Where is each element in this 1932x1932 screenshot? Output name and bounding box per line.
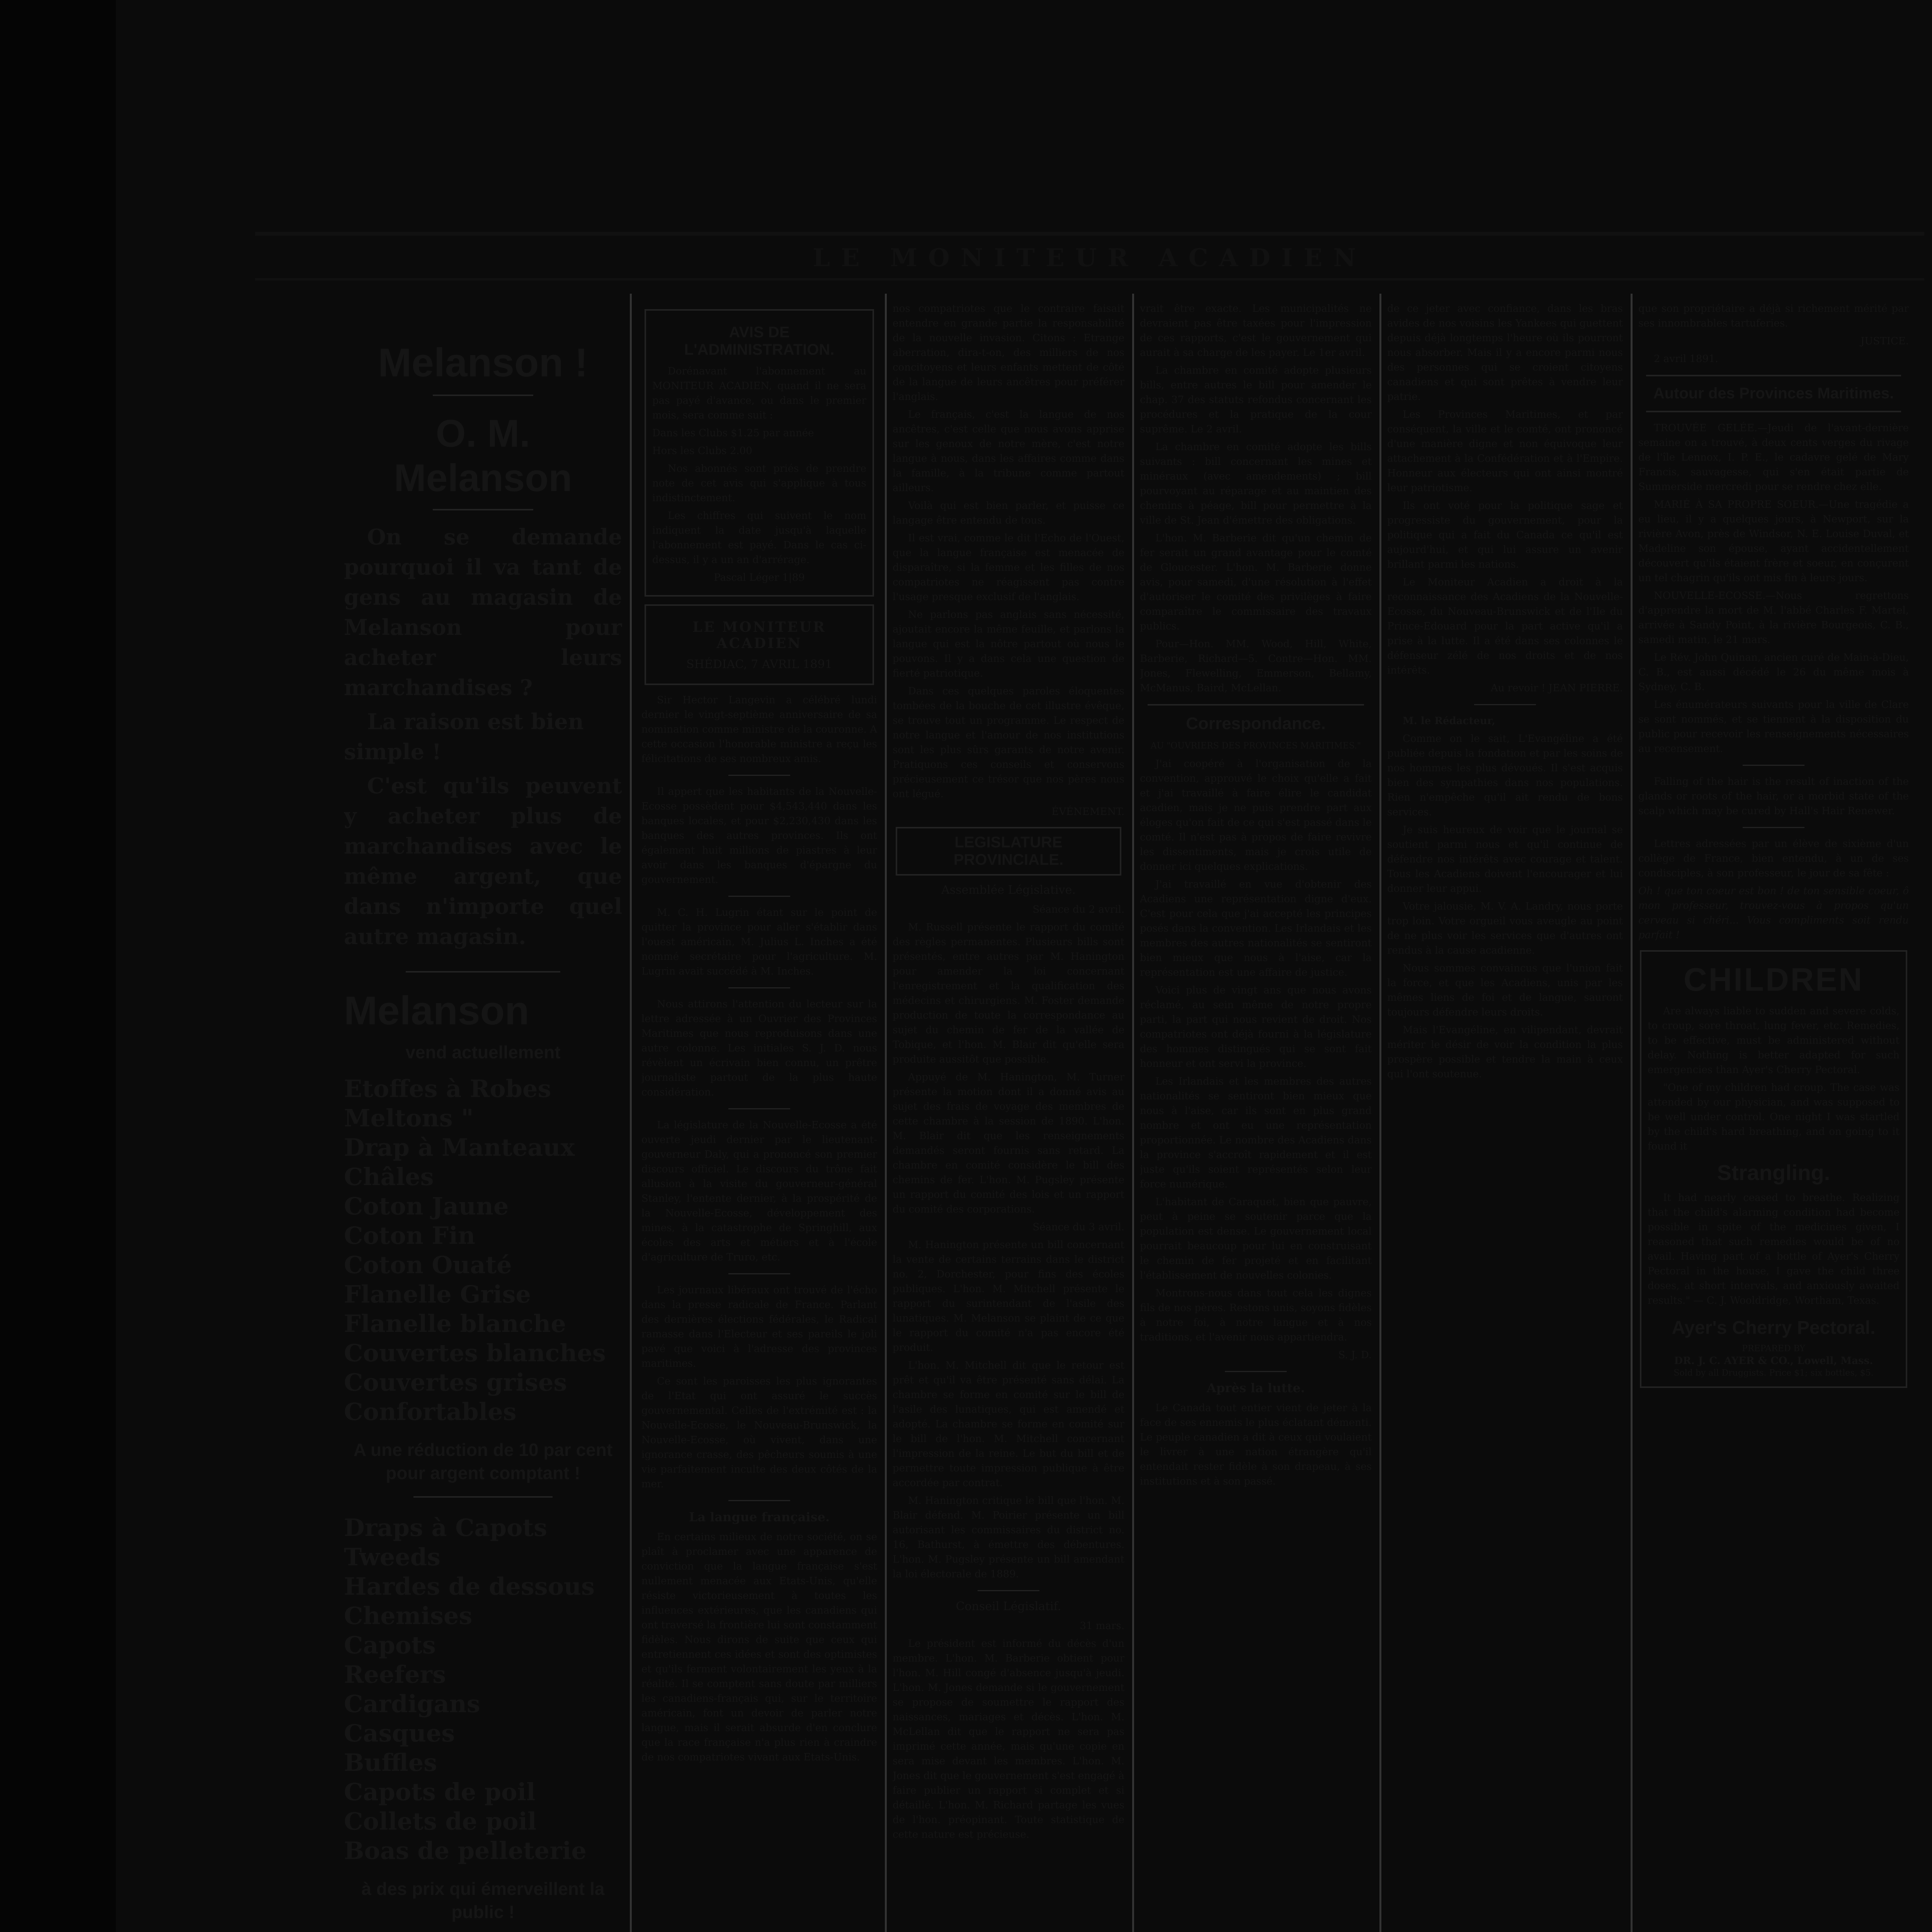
masthead: LE MONITEUR ACADIEN (813, 243, 1367, 272)
goods-item: Buffles (344, 1748, 437, 1777)
council-date: 31 mars. (1080, 1620, 1124, 1632)
article-text: que son propriétaire a déjà si richement mérité par ses innombrables tartuferies. (1638, 303, 1909, 329)
letters-intro: Lettres adressées par un élève de sixième d'un collège de France, bien entendu, à un de ses condisciples, à son professeur, le jour de sa fête : (1638, 838, 1909, 879)
correspondence-text: J'ai coopéré à l'organisation de la convention, approuvé le choix qu'elle a fait et j'ai travaillé à faire élire le candidat acadien, mais je ne puis prendre part aux éloges qu'on fait de ce qui s'est passé dans le comté. Il n'est pas à propos de faire revivre les dissentiments, mais je crois utile de donner ici quelques explications. (1140, 758, 1372, 872)
ad-maker: DR. J. C. AYER & CO., Lowell, Mass. (1674, 1355, 1873, 1367)
ad-strangling-heading: Strangling. (1717, 1160, 1830, 1185)
ayer-advertisement (1640, 950, 1907, 1388)
article-date: 2 avril 1891. (1654, 353, 1718, 365)
goods-item: Hardes de dessous (344, 1572, 595, 1600)
correspondence-addressee: AU "OUVRIERS DES PROVINCES MARITIMES." (1150, 741, 1361, 751)
administration-notice (645, 309, 874, 597)
ad-headline: Melanson ! (378, 340, 588, 385)
divider (1646, 375, 1901, 376)
divider (728, 1273, 790, 1274)
dateline: SHÉDIAC, 7 AVRIL 1891 (686, 658, 832, 671)
letter-text: Je suis heureux de voir que le journal se soutient parmi nous et qu'il continue de défendre nos intérêts avec courage et talent. Tous les Acadiens doivent l'encourager et lui donner leur appui. (1387, 824, 1623, 895)
divider (1148, 704, 1364, 706)
article-text: Le français, c'est la langue de nos ancêtres, c'est celle que nous avons apprise sur les genoux de notre mère, c'est notre langue à nous, dans les affaires comme dans la famille, à la tribune comme partout ailleurs. (893, 409, 1124, 494)
provinces-text: TROUVÉE GELÉE.—Jeudi de l'avant-dernière semaine on a trouvé, à deux cents verges du rivage de l'île Lennox, I. P. E., le cadavre gelé de Mary Francis, sauvagesse, qui s'en était partie de Summerside mercredi pour se rendre chez elle. (1638, 422, 1909, 493)
goods-item: Flanelle blanche (344, 1310, 566, 1338)
goods-item: Flanelle Grise (344, 1280, 531, 1308)
article-text: de ce jeter avec confiance, dans les bras avides de nos voisins les Yankees qui guettent depuis déjà longtemps l'heure où ils pourront nous absorber. Mais il y a encore parmi nous des personnes qui se croient citoyens canadiens et qui sont prêtes à vendre leur patrie. (1387, 303, 1623, 403)
provinces-heading: Autour des Provinces Maritimes. (1653, 385, 1894, 402)
article-text: Il est vrai, comme le dit l'Echo de l'Ouest, que la langue française est menacée de disparaître, si la femme et les filles de nos compatriotes ne réagissent pas contre l'usage presque exclusif de l'anglais. (893, 532, 1124, 603)
session-text: Appuyé de M. Hanington, M. Turner présente la motion dont il a donné avis au sujet des frais de voyage des membres de cette chambre à la session de 1890. L'hon. M. Blair dit que les renseignements demandés seront fournis sans retard. La chambre en comité considère le bill des chemins de fer. L'hon. M. Pugsley présente un rapport du comité des lois et un rapport du comité des corporations. (893, 1071, 1124, 1215)
ad-big-name: Melanson (344, 988, 529, 1033)
article-text: Ils ont voté pour la politique sage et progressiste du gouvernement, pour la politique qui a fait du Canada ce qu'il est aujourd'hui, et qui lui assure un avenir brillant parmi les nations. (1387, 500, 1623, 570)
ad-product-name: Ayer's Cherry Pectoral. (1672, 1318, 1876, 1338)
session-text: M. Russell présente le rapport du comité des règles permanentes. Plusieurs bills sont présentés, entre autres par M. Hanington pour amender la loi concernant l'enregistrement et la qualification des médecins et chirurgiens. M. Foster demande production de toute la correspondance au sujet du chemin de fer de la vallée de Tobique, et l'hon. M. Blair dit qu'elle sera produite aussitôt que possible. (893, 922, 1124, 1065)
divider (728, 896, 790, 897)
admin-rate-clubs: Dans les Clubs $1.25 par année (652, 427, 814, 439)
ad-children-title: CHILDREN (1684, 961, 1864, 998)
news-paragraph: Ce sont les paroisses les plus ignorantes de l'Etat qui ont assuré le succès gouvernemental. Celles de l'extrémité est : la Nouvelle-Ecosse, le Nouveau-Brunswick, la Nouvelle-Ecosse, où vivent, dans une ignorance crasse, des pêcheurs soumis à une vie parfaitement inculte des deux côtés de la mer. (641, 1376, 877, 1490)
article-text: Le Canada tout entier vient de jeter à la face de ses ennemis le plus éclatant démenti. Le peuple canadien a dit à ceux qui voulaient le livrer à une nation étrangère qu'il entendait rester fidèle à son drapeau, à ses institutions et à son passé. (1140, 1402, 1372, 1487)
goods-item: Casques (344, 1719, 455, 1747)
letter-salutation: M. le Rédacteur, (1403, 715, 1495, 727)
goods-item: Couvertes grises (344, 1368, 567, 1396)
goods-list-textiles (344, 1074, 622, 1427)
news-paragraph: Les journaux libéraux ont trouvé de l'écho dans la presse radicale de France. Parlant des dernières élections fédérales, le Radical ramasse dans l'Electeur et ses pareils le joli pavé que voici à l'adresse des provinces maritimes. (641, 1284, 877, 1369)
council-text: Le président est informé du décès d'un membre. L'hon. M. Barberie obtient pour l'hon. M. Hill congé d'absence jusqu'à jeudi. L'hon. M. Jones demande si le gouvernement se propose de soumettre le rapport des naissances, mariages et décès. L'hon. M. McLellan dit que le rapport ne sera pas imprimé cette année, mais qu'une copie en sera mise devant les membres. L'hon. M. Jones dit que le gouvernement s'est engagé à faire publier un rapport si complet et si détaillé. L'hon. M. Richard partage les vues de l'hon. préopinant. Toute statistique de cette nature est précieuse. (893, 1638, 1124, 1840)
provinces-text: MARIÉ À SA PROPRE SOEUR.—Une tragédie a eu lieu, il y a quelques jours, à Newport, sur la rivière Avon, près de Windsor, N. E. Louise Duval, et Madeline son épouse, ayant accidentellement découvert qu'ils étaient frère et soeur, en conçurent un tel chagrin qu'ils ont mis fin à leurs jours. (1638, 499, 1909, 584)
article-text: En certains milieux de notre société, on se plaît à proclamer avec une apparence de conviction que la langue française s'est nullement menacée aux Etats-Unis, qu'elle résiste victorieusement à toutes les influences extérieures, que les canadiens qui ont traversé la frontière lui sont constamment fidèles. Nous dirons de suite que ceux qui entretiennent ces idées et sont des optimistes et qu'ils ferment volontairement les yeux à la réalité. Il se comptent sans doute par milliers les canadiens-français qui, sur le territoire américain, font un devoir de parler notre langue, mais il serait absurde d'en conclure que la race française n'a plus rien à craindre de nos compatriotes vivant aux Etats-Unis. (641, 1531, 877, 1763)
column-4 (1140, 301, 1372, 1932)
goods-item: Boas de pelleterie (344, 1837, 587, 1865)
letter-text: Comme on le sait, L'Evangéline a été publiée depuis la fondation et par les soins de nos hommes les plus dévoués. Il s'est acquis bien des sympathies dans nos populations. Rien n'empêche qu'il ait rendu de bons services. (1387, 733, 1623, 818)
column-rule (1132, 294, 1134, 1932)
ad-children-text: Are always liable to sudden and severe colds, to croup, sore throat, lung fever, etc. Remedies, to be effective, must be administered without delay. Nothing is better adapted for such emergencies than Ayer's Cherry Pectoral. (1648, 1005, 1900, 1076)
divider (1225, 1371, 1287, 1372)
divider (978, 1590, 1039, 1591)
goods-item: Confortables (344, 1398, 517, 1426)
column-2 (641, 301, 877, 1932)
melanson-advertisement (344, 301, 622, 1932)
correspondence-text: J'ai travaillé en vue d'obtenir des Acadiens une représentation digne d'eux. C'est pour cela que j'ai accepté les principes posés dans la convention. Les Irlandais et les membres des autres nationalités se sentiront bien mieux que nous à l'aise, car la représentation est une affaire de justice. (1140, 879, 1372, 978)
session-date: Séance du 3 avril. (1032, 1221, 1124, 1233)
legislature-heading-box (896, 827, 1121, 876)
ad-lead-text: On se demande pourquoi il va tant de gens au magasin de Melanson pour acheter leurs marchandises ? (344, 524, 622, 701)
letter-text: Nous sommes convaincus que l'union fait la force, et que les Acadiens, unis par les mêmes liens de foi et de langue, sauront toujours défendre leurs droits. (1387, 963, 1623, 1018)
article-text: vrait être exacte. Les municipalités ne devraient pas être taxées pour l'impression de ces rapports, c'est le gouvernement qui aurait à sa charge de les payer. Le 1er avril. (1140, 303, 1372, 359)
ad-prepared-label: PREPARED BY (1742, 1344, 1805, 1354)
legislature-subheading: Assemblée Législative. (941, 883, 1076, 897)
goods-item: Etoffes à Robes (344, 1075, 551, 1103)
column-rule (1631, 294, 1633, 1932)
correspondence-signature: S. J. D. (1338, 1349, 1372, 1361)
paper-name: LE MONITEUR ACADIEN (692, 619, 826, 651)
ad-because-text: C'est qu'ils peuvent y acheter plus de marchandises avec le même argent, que dans n'importe quel autre magasin. (344, 773, 622, 949)
session-text: L'hon. M. Mitchell dit que le retour est prêt et qu'il va être présenté sans délai. La chambre se forme en comité sur le bill de l'asile des lunatiques, qui est amendé et adopté. La chambre se forme en comité sur le bill de l'hon. M. Mitchell concernant l'impression de la reine. Le but du bill et de permettre toute impression publique à être accordée par contrat. (893, 1360, 1124, 1489)
correspondence-text: L'habitant de Caraquet, bien que pauvre, peut à peine se soutenir parce que la population est dense. Le gouvernement local pourrait beaucoup pour lui en construisant le chemin de fer projeté et en facilitant l'établissement de nouvelles colonies. (1140, 1196, 1372, 1281)
divider (1646, 411, 1901, 412)
article-heading: Après la lutte. (1206, 1381, 1305, 1395)
article-text: Ne parlons pas anglais sans nécessité, ajoutait encore la même feuille, et parlons la langue qui est la nôtre partout où nous le pouvons. Il y a dans cela une question de fierté patriotique. (893, 609, 1124, 679)
article-text: Le Moniteur Acadien a droit à la reconnaissance des Acadiens de la Nouvelle-Ecosse, du Nouveau-Brunswick et de l'Ile du Prince-Edouard pour la part active qu'il a prise à la lutte. Il a été dans ses colonnes le défenseur zélé de nos droits et de nos intérêts. (1387, 577, 1623, 676)
admin-example: Pascal Léger 1|89 (714, 572, 805, 583)
ad-price: Sold by all Druggists. Price $1; six bottles, $5. (1673, 1368, 1874, 1378)
column-rule (1379, 294, 1381, 1932)
provinces-text: Le Rév. John Quinan, ancien curé de Main-à-Dieu, C. B., est aussi décédé le 26 du même mois à Sydney, C. B. (1638, 652, 1909, 693)
goods-item: Reefers (344, 1660, 446, 1689)
letter-text: Votre jalousie, M. V. A. Landry, nous porte trop loin. Votre orgueil vous aveugle au point de ne plus voir les services que d'autres ont rendus à la cause acadienne. (1387, 901, 1623, 956)
admin-heading: AVIS DE L'ADMINISTRATION. (684, 324, 835, 358)
goods-item: Coton Jaune (344, 1192, 509, 1220)
divider (728, 775, 790, 776)
ad-merchant-name: O. M. Melanson (394, 412, 572, 500)
goods-item: Tweeds (344, 1543, 440, 1571)
admin-rate-outside: Hors les Clubs 2.00 (652, 445, 752, 457)
council-heading: Conseil Législatif. (956, 1600, 1061, 1613)
admin-text: Dorénavant l'abonnement au MONITEUR ACADIEN, quand il ne sera pas payé d'avance, ou dans le premier mois, sera comme suit : (652, 366, 866, 421)
divider (1743, 827, 1804, 828)
article-heading: La langue française. (689, 1510, 830, 1524)
ad-prices: à des prix qui émerveillent la public ! (361, 1879, 605, 1922)
divider (1474, 704, 1536, 705)
article-source: ÉVÉNEMENT. (1051, 806, 1124, 818)
session-text: M. Hanington présente un bill concernant la vente de certains terrains dans le district no. 2, Dorchester, pour fins des écoles publiques. L'hon. M. Mitchell présente le rapport du surintendant de l'asile des lunatiques. M. Melanson se plaint de ce que le rapport du comité n'a pas encore été produit. (893, 1239, 1124, 1354)
goods-item: Coton Fin (344, 1221, 476, 1250)
session-text: M. Hanington critique le bill que l'hon. M. Blair défend. M. Poirier présente un bill autorisant les commissaires du district no. 16, Bathurst, à émettre des débentures. L'hon. M. Pugsley présente un bill amendant la loi électorale de 1889. (893, 1495, 1124, 1580)
divider (433, 509, 533, 510)
news-paragraph: Sir Hector Langevin a célébré lundi dernier le vingt-septième anniversaire de sa nomination comme ministre de la couronne. A cette occasion l'honorable ministre a reçu les félicitations de ses nombreux amis. (641, 694, 877, 765)
provinces-text: NOUVELLE-ECOSSE.—Nous regrettons d'apprendre la mort de M. l'abbé Charles F. Martel, arrivée à Sandy Point, à la rivière Bourgeois, C. B., samedi matin, le 21 mars. (1638, 590, 1909, 646)
admin-text-2: Nos abonnés sont priés de prendre note de cet avis qui s'applique à tous indistinctement. (652, 463, 866, 504)
provinces-text: Les énumérateurs suivants pour la ville de Clare se sont nommés, et se tiennent à la disposition du public pour recevoir les renseignements nécessaires au recensement. (1638, 699, 1909, 755)
article-text: La chambre en comité adopte plusieurs bills, entre autres le bill pour amender le chap. 37 des statuts refondus concernant les procédures et la pratique de la cour suprême. Le 2 avril. (1140, 365, 1372, 435)
goods-item: Châles (344, 1163, 434, 1191)
column-rule (630, 294, 632, 1932)
goods-item: Coton Ouaté (344, 1251, 512, 1279)
divider (413, 1496, 553, 1498)
ad-testimonial: "One of my children had croup. The case was attended by our physician, and was supposed to be well under control. One night I was startled by the child's hard breathing, and on going to it found it (1648, 1082, 1900, 1152)
news-paragraph: La législature de la Nouvelle-Ecosse a été ouverte jeudi dernier par le lieutenant-gouverneur Daly, qui a prononcé son premier discours officiel. Le discours du trône fait allusion à la visite du gouverneur-général Stanley, l'entente dernier, à la prospérité de la Nouvelle-Ecosse, développement des mines, à la catastrophe de Springhill, aux écoles des arts et métiers et à l'école d'agriculture de Truro, etc. (641, 1119, 877, 1263)
column-6 (1638, 301, 1909, 1932)
column-rule (885, 294, 887, 1932)
goods-item: Capots (344, 1631, 436, 1659)
divider (433, 395, 533, 396)
goods-item: Meltons " (344, 1104, 474, 1132)
goods-item: Couvertes blanches (344, 1339, 606, 1367)
article-text: Les Provinces Maritimes, et par conséquent, la ville et le comté, ont prononcé d'une manière digne et non équivoque leur attachement à la Confédération et à l'Empire. Honneur aux électeurs qui ont ainsi montré leur patriotisme. (1387, 409, 1623, 494)
column-3 (893, 301, 1124, 1932)
article-signature: JUSTICE. (1861, 335, 1909, 347)
ad-discount: A une réduction de 10 par cent pour argent comptant ! (353, 1440, 613, 1483)
divider (406, 971, 560, 973)
masthead-rule-bottom (255, 278, 1924, 281)
correspondence-text: Voici plus de vingt ans que nous avons réclamé, au sein même de notre propre parti, la part qui nous revient de droit. Nos compatriotes ont déjà fourni à la législature des hommes distingués qui se sont fait honneur et ont servi la province. (1140, 985, 1372, 1070)
masthead-rule-top (255, 232, 1924, 236)
legislature-heading: LEGISLATURE PROVINCIALE. (953, 834, 1064, 868)
column-5 (1387, 301, 1623, 1932)
article-text: Dans ces quelques paroles éloquentes tombées de la bouche de cet illustre évêque, se trouve tout un programme. Le respect de notre langue et l'amour de nos institutions sont les plus sûrs garants de notre avenir. Pratiquons ces conseils et conservons précieusement ce trésor que nos pères nous ont légué. (893, 685, 1124, 800)
editorial-header (645, 604, 874, 685)
goods-item: Capots de poil (344, 1778, 536, 1806)
admin-text-3: Les chiffres qui suivent le nom indiquent la date jusqu'à laquelle l'abonnement est payé. Dans le cas ci-dessus, il y a un an d'arrérage. (652, 510, 866, 566)
ad-reason-text: La raison est bien simple ! (344, 709, 584, 765)
correspondence-heading: Correspondance. (1186, 714, 1326, 733)
divider (728, 987, 790, 988)
article-text: Voilà qui est bien parler, et puisse ce langage être entendu de tous. (893, 500, 1124, 526)
ad-strangling-text: It had nearly ceased to breathe. Realizing that the child's alarming condition had become possible in spite of the medicines given, I reasoned that such remedies would be of no avail. Having part of a bottle of Ayer's Cherry Pectoral in the house, I gave the child three doses, at short intervals, and anxiously awaited results." — C. J. Wooldridge, Wortham, Texas. (1648, 1192, 1900, 1306)
ad-sells-label: vend actuellement (405, 1042, 561, 1062)
news-paragraph: Nous attirons l'attention du lecteur sur la lettre adressée à un Ouvrier des Provinces Maritimes que nous reproduisons dans une autre colonne. Les initiales S. J. D. nous révèlent un écrivain bien connu, un prêtre journaliste partout de la plus haute considération. (641, 998, 877, 1098)
news-paragraph: M. C. H. Lugrin étant sur le point de quitter la province pour aller s'établir dans l'ouest américain, M. Julius L. Inches a été nommé secrétaire pour l'agriculture. M. Lugrin avait succédé à M. Inches. (641, 907, 877, 977)
goods-item: Collets de poil (344, 1807, 537, 1835)
poem-text: Oh ! que ton coeur est bon ! de ton sensible coeur, ô mon professeur, trouvez-vous à propos qu'un cerveau si chéri... Vous compliments soit rendu parfait ! (1638, 885, 1909, 941)
goods-item: Chemises (344, 1602, 473, 1630)
letter-text: Mais l'Evangéline, en vilipendant, devrait mériter le désir de voir la condition la plus prospère possible et tendre la main à ceux qui l'ont soutenue. (1387, 1024, 1623, 1080)
hair-notice: Falling of the hair is the result of inaction of the glands or roots of the hair, or a morbid state of the scalp which may be cured by Hall's Hair Renewer. (1638, 776, 1909, 817)
article-text: La chambre en comité adopte les bills suivants : bill concernant les mines et minéraux (avec amendements) ; bill pourvoyant au réparage et au maintien des chemins à péage, bill pour permettre à la ville de St. Jean d'émettre des obligations. (1140, 441, 1372, 526)
book-binding (0, 0, 116, 1932)
vote-record: Pour—Hon. MM. Wood, Hill, White, Barberie, Richard—5. Contre—Hon. MM. Jones, Flewelling, Emmerson, Bellamy, McManus, Baird, McLellan. (1140, 638, 1372, 694)
divider (1743, 765, 1804, 766)
session-date: Séance du 2 avril. (1032, 904, 1124, 915)
divider (728, 1108, 790, 1109)
article-text: L'hon. M. Barberie dit qu'un chemin de fer serait un grand avantage pour le comté de Gloucester. L'hon. M. Barberie donne avis, pour samedi, d'une résolution à l'effet d'autoriser le comité des privilèges à faire comparaître le commissaire des travaux publics. (1140, 532, 1372, 632)
correspondence-text: Montrons-nous dans tout cela les dignes fils de nos pères. Restons unis, soyons fidèles à notre foi, à notre langue et à nos traditions, et l'avenir nous appartiendra. (1140, 1287, 1372, 1343)
news-paragraph: Il appert que les habitants de la Nouvelle-Ecosse possèdent pour $4,543,440 dans les banques locales, et pour $2,230,430 dans les banques des autres provinces. Ils ont également huit millions de piastres à leur avoir dans les banques d'épargne du gouvernement. (641, 786, 877, 886)
goods-list-clothing (344, 1513, 622, 1866)
goods-item: Cardigans (344, 1690, 480, 1718)
letter-signoff: Au revoir ! JEAN PIERRE. (1491, 682, 1623, 694)
correspondence-text: Les Irlandais et les membres des autres nationalités se sentiront bien mieux que nous à l'aise, car ils sont en plus grand nombre et ont eu une représentation proportionnée. Le nombre des Acadiens dans la province s'accroît rapidement et il est juste qu'ils soient représentés selon leur force numérique. (1140, 1076, 1372, 1190)
article-text: nos compatriotes que le contraire faisait entendre en grande partie la responsabilité de la nouvelle invasion. Citons : Etrange aberration, dira-t-on, des milliers de nos concitoyens et leurs enfants mettent de côté de la langue de leurs ancêtres pour préférer l'anglais. (893, 303, 1124, 403)
divider (728, 1500, 790, 1501)
goods-item: Drap à Manteaux (344, 1133, 575, 1162)
goods-item: Draps à Capots (344, 1514, 547, 1542)
